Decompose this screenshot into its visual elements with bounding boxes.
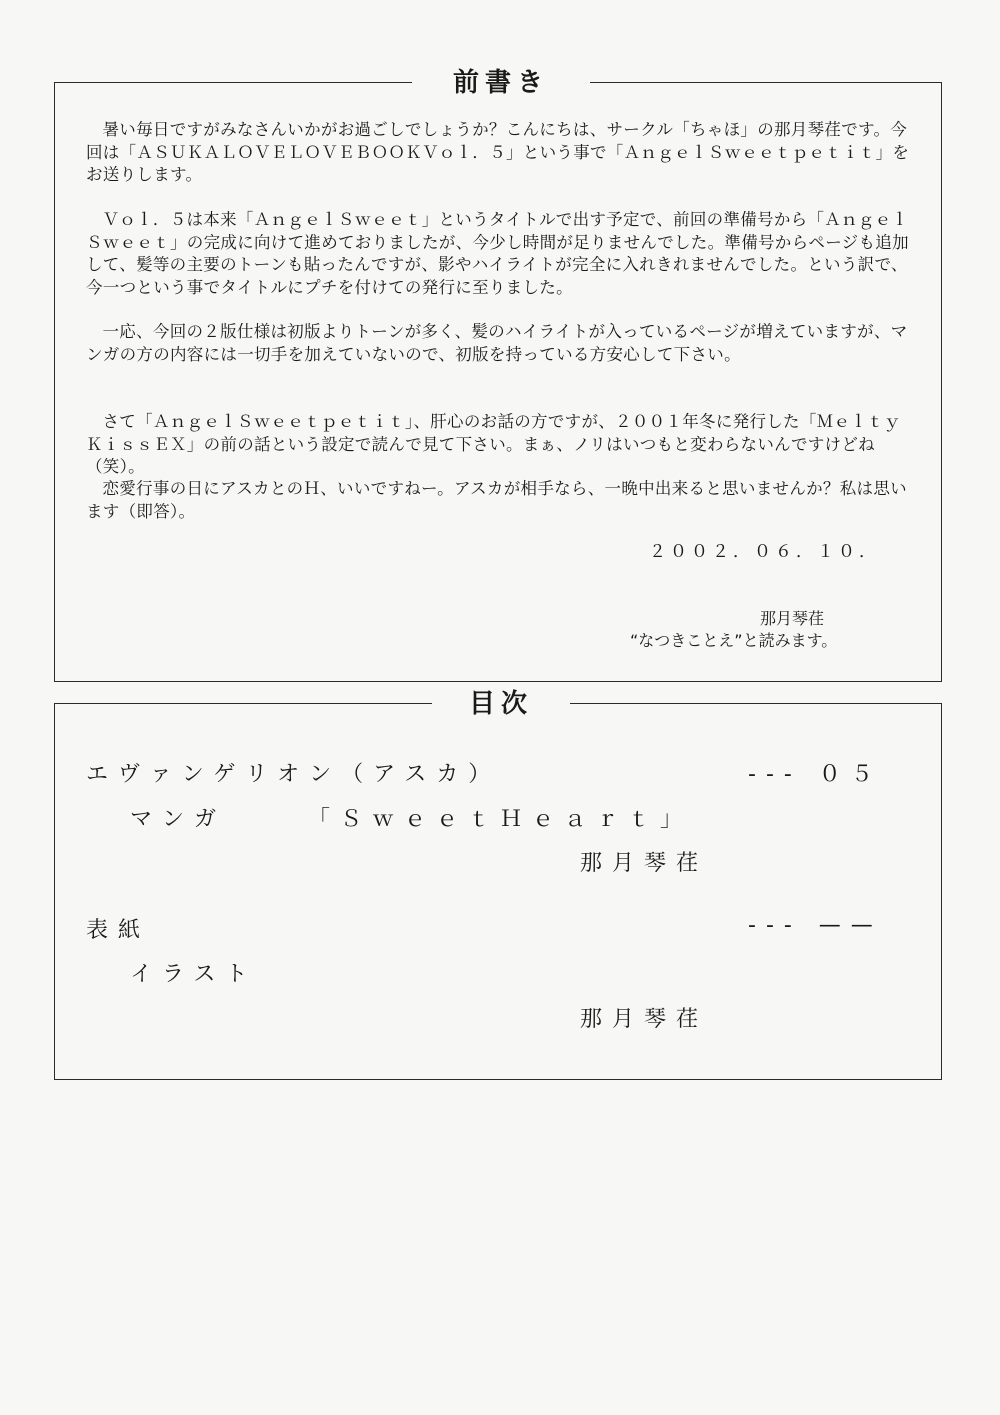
toc-entry-page: --- ０５ (748, 762, 883, 787)
toc-entry-page: --- —— (748, 913, 883, 938)
foreword-title: 前書き (412, 67, 590, 99)
foreword-paragraph-5: 恋愛行事の日にアスカとのＨ、いいですねー。アスカが相手なら、一晩中出来ると思いませんか？私は思います（即答）。 (86, 479, 907, 521)
toc-entry-subtitle: マンガ (130, 807, 227, 832)
signature-name: 那月琴荏 (760, 609, 825, 628)
foreword-paragraph-2: Ｖｏｌ．５は本来「ＡｎｇｅｌＳｗｅｅｔ」というタイトルで出す予定で、前回の準備号から「ＡｎｇｅｌＳｗｅｅｔ」の完成に向けて進めておりましたが、今少し時間が足りませんでした。準備号からページも追加して、髪等の主要のトーンも貼ったんですが、影やハイライトが完全に入れきれませんでした。という訳で、今一つという事でタイトルにプチを付けての発行に至りました。 (86, 210, 909, 297)
toc-entry-subtitle: イラスト (130, 962, 258, 987)
foreword-date: ２００２．０６．１０． (649, 542, 880, 562)
foreword-paragraph-1: 暑い毎日ですがみなさんいかがお過ごしでしょうか？こんにちは、サークル「ちゃほ」の那月琴荏です。今回は「ＡＳＵＫＡＬＯＶＥＬＯＶＥＢＯＯＫＶｏｌ．５」という事で「ＡｎｇｅｌＳｗｅｅｔｐｅｔｉｔ」をお送りします。 (86, 120, 910, 184)
toc-title: 目次 (432, 688, 570, 720)
signature-reading: “なつきことえ”と読みます。 (630, 631, 838, 650)
foreword-paragraph-3: 一応、今回の２版仕様は初版よりトーンが多く、髪のハイライトが入っているページが増えていますが、マンガの方の内容には一切手を加えていないので、初版を持っている方安心して下さい。 (86, 322, 908, 364)
toc-entry-author: 那月琴荏 (580, 1007, 709, 1032)
toc-entry-work: 「ＳｗｅｅｔＨｅａｒｔ」 (308, 807, 693, 832)
toc-entry-title: 表紙 (86, 918, 151, 943)
toc-entry-author: 那月琴荏 (580, 851, 709, 876)
foreword-paragraph-4: さて「ＡｎｇｅｌＳｗｅｅｔｐｅｔｉｔ」、肝心のお話の方ですが、２００１年冬に発行した「ＭｅｌｔｙＫｉｓｓＥＸ」の前の話という設定で読んで見て下さい。まぁ、ノリはいつもと変わらないんですけどね（笑）。 (86, 412, 901, 476)
toc-entry-title: エヴァンゲリオン（アスカ） (86, 762, 501, 787)
